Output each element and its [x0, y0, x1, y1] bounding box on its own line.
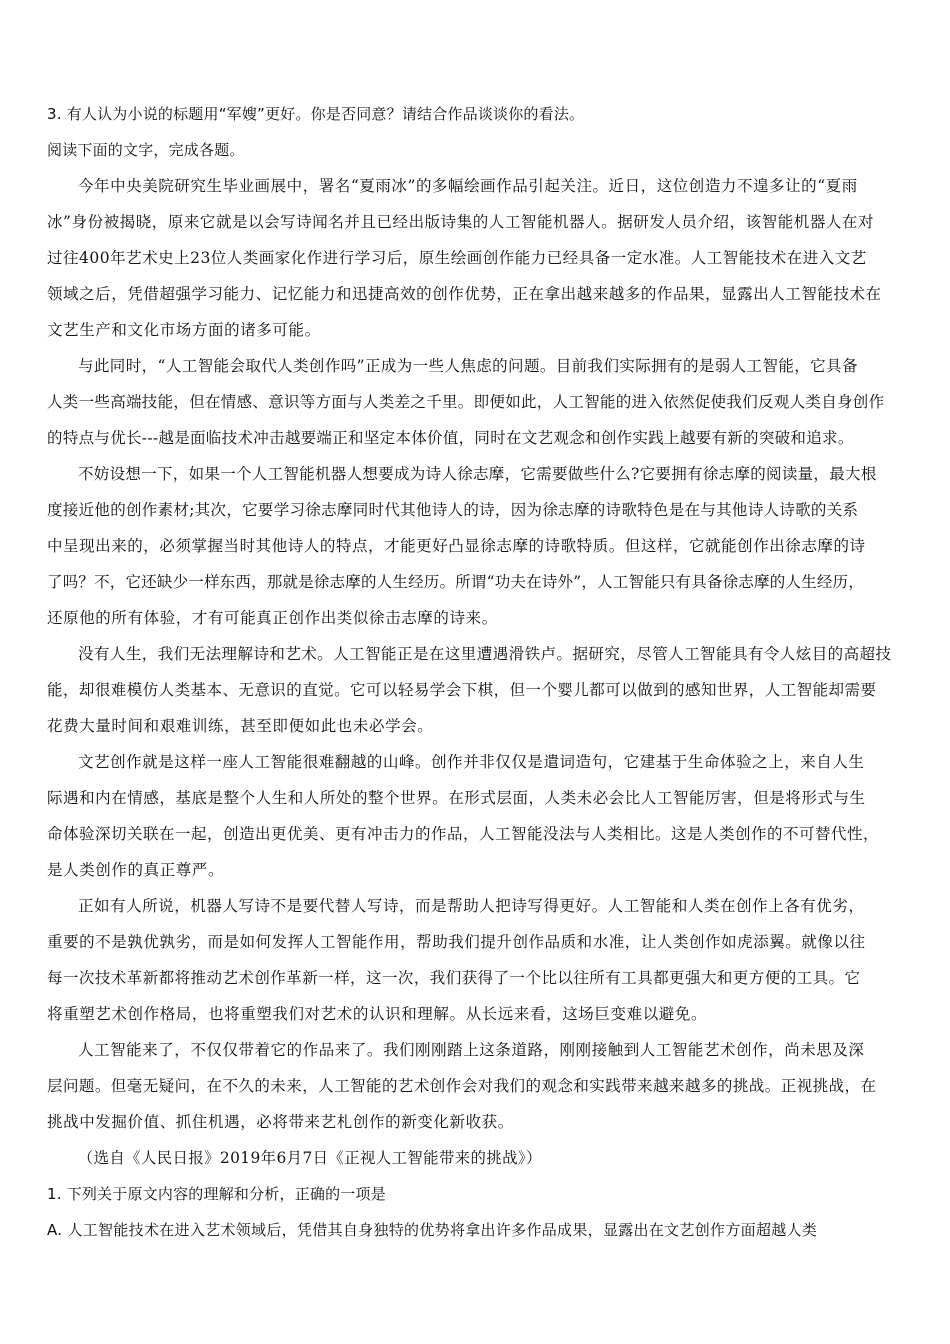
option-text: 人工智能技术在进入艺术领域后，凭借其自身独特的优势将拿出许多作品成果，显露出在文艺创作方面超越人类 — [67, 1221, 818, 1239]
question-1-option-a — [47, 1212, 905, 1248]
passage-paragraph-5 — [47, 744, 905, 888]
passage-line: 花费大量时间和艰难训练，甚至即便如此也未必学会。 — [47, 717, 434, 735]
passage — [47, 168, 905, 1176]
passage-line: 领域之后，凭借超强学习能力、记忆能力和迅捷高效的创作优势，正在拿出越来越多的作品果，显露出人工智能技术在 — [47, 285, 882, 303]
passage-line: 文艺生产和文化市场方面的诸多可能。 — [47, 321, 321, 339]
passage-line: 与此同时，“人工智能会取代人类创作吗”正成为一些人焦虑的问题。目前我们实际拥有的是弱人工智能，它具备 — [78, 357, 858, 375]
passage-line: 重要的不是孰优孰劣，而是如何发挥人工智能作用，帮助我们提升创作品质和水准，让人类创作如虎添翼。就像以往 — [47, 933, 866, 951]
passage-line: 每一次技术革新都将推动艺术创作革新一样，这一次，我们获得了一个比以往所有工具都更强大和更方便的工具。它 — [47, 969, 861, 987]
passage-line: 文艺创作就是这样一座人工智能很难翻越的山峰。创作并非仅仅是遣词造句，它建基于生命体验之上，来自人生 — [78, 753, 865, 771]
passage-line: 能，却很难模仿人类基本、无意识的直觉。它可以轻易学会下棋，但一个婴儿都可以做到的感知世界，人工智能却需要 — [47, 681, 877, 699]
passage-line: 今年中央美院研究生毕业画展中，署名“夏雨冰”的多幅绘画作品引起关注。近日，这位创造力不遑多让的“夏雨 — [78, 177, 858, 195]
prev-question — [47, 96, 905, 132]
passage-line: 人工智能来了，不仅仅带着它的作品来了。我们刚刚踏上这条道路，刚刚接触到人工智能艺术创作，尚未思及深 — [78, 1041, 865, 1059]
passage-paragraph-6 — [47, 888, 905, 1032]
passage-line: 冰”身份被揭晓，原来它就是以会写诗闻名并且已经出版诗集的人工智能机器人。据研发人员介绍，该智能机器人在对 — [47, 213, 875, 231]
passage-line: 正如有人所说，机器人写诗不是要代替人写诗，而是帮助人把诗写得更好。人工智能和人类在创作上各有优劣， — [78, 897, 865, 915]
passage-paragraph-4 — [47, 636, 905, 744]
prev-question-text: 有人认为小说的标题用“军嫂”更好。你是否同意？请结合作品谈谈你的看法。 — [66, 105, 585, 123]
document-page — [47, 96, 905, 1248]
passage-line: 挑战中发掘价值、抓住机遇，必将带来艺札创作的新变化新收获。 — [47, 1113, 514, 1131]
prev-question-number: 3. — [47, 105, 62, 123]
passage-line: 是人类创作的真正尊严。 — [47, 861, 225, 879]
option-label: A. — [47, 1221, 63, 1239]
passage-line: 层问题。但毫无疑问，在不久的未来，人工智能的艺术创作会对我们的观念和实践带来越来越多的挑战。正视挑战，在 — [47, 1077, 877, 1095]
passage-line: 还原他的所有体验，才有可能真正创作出类似徐击志摩的诗来。 — [47, 609, 498, 627]
passage-line: 了吗？不，它还缺少一样东西，那就是徐志摩的人生经历。所谓“功夫在诗外”，人工智能只有具备徐志摩的人生经历， — [47, 573, 864, 591]
passage-line: 过往400年艺术史上23位人类画家化作进行学习后，原生绘画创作能力已经具备一定水准。人工智能技术在进入文艺 — [47, 249, 867, 267]
question-1 — [47, 1176, 905, 1212]
passage-paragraph-2 — [47, 348, 905, 456]
question-1-text: 下列关于原文内容的理解和分析，正确的一项是 — [66, 1185, 386, 1203]
passage-line: 命体验深切关联在一起，创造出更优美、更有冲击力的作品，人工智能没法与人类相比。这是人类创作的不可替代性， — [47, 825, 880, 843]
passage-line: 中呈现出来的，必须掌握当时其他诗人的特点，才能更好凸显徐志摩的诗歌特质。但这样，它就能创作出徐志摩的诗 — [47, 537, 866, 555]
passage-line: 将重塑艺术创作格局，也将重塑我们对艺术的认识和理解。从长远来看，这场巨变难以避免。 — [47, 1005, 708, 1023]
passage-line: 不妨设想一下，如果一个人工智能机器人想要成为诗人徐志摩，它需要做些什么?它要拥有徐志摩的阅读量，最大根 — [78, 465, 877, 483]
passage-line: 际遇和内在情感，基底是整个人生和人所处的整个世界。在形式层面，人类未必会比人工智能厉害，但是将形式与生 — [47, 789, 866, 807]
passage-source-citation: （选自《人民日报》2019年6月7日《正视人工智能带来的挑战》） — [77, 1149, 542, 1167]
passage-paragraph-3 — [47, 456, 905, 636]
passage-paragraph-1 — [47, 168, 905, 348]
reading-instruction: 阅读下面的文字，完成各题。 — [47, 141, 245, 159]
passage-line: 度接近他的创作素材;其次，它要学习徐志摩同时代其他诗人的诗，因为徐志摩的诗歌特色是在与其他诗人诗歌的关系 — [47, 501, 859, 519]
passage-line: 人类一些高端技能，但在情感、意识等方面与人类差之千里。即便如此，人工智能的进入依然促使我们反观人类自身创作 — [47, 393, 885, 411]
passage-line: 没有人生，我们无法理解诗和艺术。人工智能正是在这里遭遇滑铁卢。据研究，尽管人工智能具有令人炫目的高超技 — [78, 645, 892, 663]
question-1-number: 1. — [47, 1185, 62, 1203]
passage-line: 的特点与优长---越是面临技术冲击越要端正和坚定本体价值，同时在文艺观念和创作实践上越要有新的突破和追求。 — [47, 429, 854, 447]
passage-paragraph-7 — [47, 1032, 905, 1140]
